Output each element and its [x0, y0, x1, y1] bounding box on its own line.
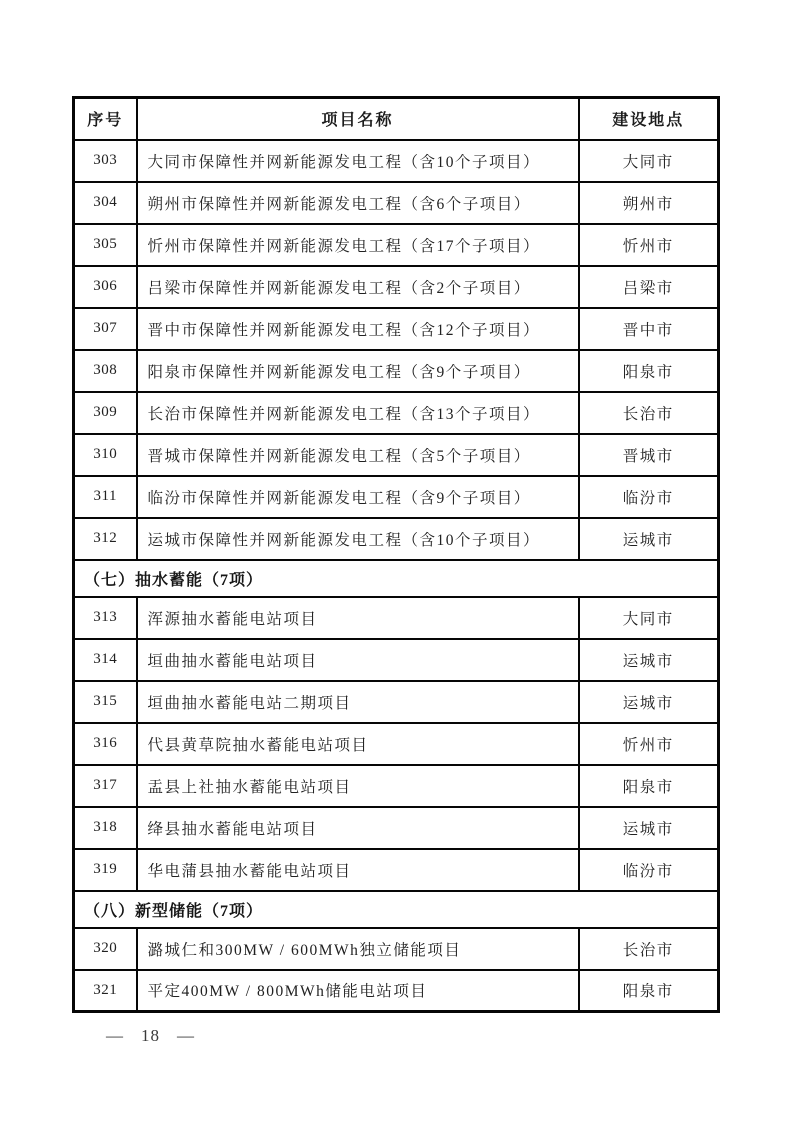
- project-name-cell: 晋中市保障性并网新能源发电工程（含12个子项目）: [137, 308, 579, 350]
- table-row: [74, 849, 719, 891]
- section-label: （七）抽水蓄能（7项）: [74, 560, 719, 597]
- project-name-cell: 朔州市保障性并网新能源发电工程（含6个子项目）: [137, 182, 579, 224]
- location-cell: 阳泉市: [579, 970, 719, 1012]
- serial-cell: 312: [74, 518, 137, 560]
- location-cell: 吕梁市: [579, 266, 719, 308]
- serial-cell: 308: [74, 350, 137, 392]
- location-cell: 长治市: [579, 928, 719, 970]
- serial-cell: 305: [74, 224, 137, 266]
- project-name-cell: 垣曲抽水蓄能电站二期项目: [137, 681, 579, 723]
- table-row: [74, 350, 719, 392]
- serial-cell: 321: [74, 970, 137, 1012]
- table-row: [74, 140, 719, 182]
- serial-cell: 306: [74, 266, 137, 308]
- location-cell: 阳泉市: [579, 765, 719, 807]
- table-row: [74, 392, 719, 434]
- location-cell: 忻州市: [579, 224, 719, 266]
- location-cell: 阳泉市: [579, 350, 719, 392]
- table-row: [74, 970, 719, 1012]
- table-row: [74, 639, 719, 681]
- table-row: [74, 182, 719, 224]
- location-cell: 运城市: [579, 518, 719, 560]
- project-name-cell: 盂县上社抽水蓄能电站项目: [137, 765, 579, 807]
- header-location: 建设地点: [579, 98, 719, 140]
- section-row: [74, 560, 719, 597]
- serial-cell: 316: [74, 723, 137, 765]
- project-name-cell: 潞城仁和300MW / 600MWh独立储能项目: [137, 928, 579, 970]
- project-name-cell: 代县黄草院抽水蓄能电站项目: [137, 723, 579, 765]
- location-cell: 朔州市: [579, 182, 719, 224]
- section-row: [74, 891, 719, 928]
- location-cell: 临汾市: [579, 476, 719, 518]
- location-cell: 运城市: [579, 807, 719, 849]
- table-row: [74, 308, 719, 350]
- serial-cell: 311: [74, 476, 137, 518]
- location-cell: 运城市: [579, 639, 719, 681]
- page-footer: [106, 1026, 195, 1046]
- table-header-row: [74, 98, 719, 140]
- serial-cell: 307: [74, 308, 137, 350]
- project-name-cell: 浑源抽水蓄能电站项目: [137, 597, 579, 639]
- project-name-cell: 平定400MW / 800MWh储能电站项目: [137, 970, 579, 1012]
- table-row: [74, 765, 719, 807]
- header-project-name: 项目名称: [137, 98, 579, 140]
- header-serial: 序号: [74, 98, 137, 140]
- location-cell: 忻州市: [579, 723, 719, 765]
- table-row: [74, 266, 719, 308]
- table-row: [74, 807, 719, 849]
- table-row: [74, 434, 719, 476]
- table-row: [74, 518, 719, 560]
- project-name-cell: 运城市保障性并网新能源发电工程（含10个子项目）: [137, 518, 579, 560]
- location-cell: 晋中市: [579, 308, 719, 350]
- serial-cell: 317: [74, 765, 137, 807]
- project-name-cell: 大同市保障性并网新能源发电工程（含10个子项目）: [137, 140, 579, 182]
- projects-table: [72, 96, 720, 1013]
- serial-cell: 313: [74, 597, 137, 639]
- location-cell: 临汾市: [579, 849, 719, 891]
- table-row: [74, 476, 719, 518]
- serial-cell: 320: [74, 928, 137, 970]
- serial-cell: 303: [74, 140, 137, 182]
- serial-cell: 318: [74, 807, 137, 849]
- table-row: [74, 681, 719, 723]
- project-name-cell: 垣曲抽水蓄能电站项目: [137, 639, 579, 681]
- location-cell: 长治市: [579, 392, 719, 434]
- location-cell: 大同市: [579, 140, 719, 182]
- project-name-cell: 吕梁市保障性并网新能源发电工程（含2个子项目）: [137, 266, 579, 308]
- table-row: [74, 723, 719, 765]
- location-cell: 大同市: [579, 597, 719, 639]
- footer-right-dash: —: [177, 1026, 195, 1045]
- serial-cell: 304: [74, 182, 137, 224]
- project-name-cell: 临汾市保障性并网新能源发电工程（含9个子项目）: [137, 476, 579, 518]
- section-label: （八）新型储能（7项）: [74, 891, 719, 928]
- project-name-cell: 晋城市保障性并网新能源发电工程（含5个子项目）: [137, 434, 579, 476]
- project-name-cell: 华电蒲县抽水蓄能电站项目: [137, 849, 579, 891]
- serial-cell: 309: [74, 392, 137, 434]
- project-name-cell: 忻州市保障性并网新能源发电工程（含17个子项目）: [137, 224, 579, 266]
- project-name-cell: 绛县抽水蓄能电站项目: [137, 807, 579, 849]
- location-cell: 晋城市: [579, 434, 719, 476]
- serial-cell: 319: [74, 849, 137, 891]
- serial-cell: 314: [74, 639, 137, 681]
- project-name-cell: 长治市保障性并网新能源发电工程（含13个子项目）: [137, 392, 579, 434]
- location-cell: 运城市: [579, 681, 719, 723]
- table-row: [74, 224, 719, 266]
- serial-cell: 310: [74, 434, 137, 476]
- table-row: [74, 928, 719, 970]
- footer-left-dash: —: [106, 1026, 124, 1045]
- serial-cell: 315: [74, 681, 137, 723]
- page-number: 18: [141, 1026, 160, 1045]
- table-row: [74, 597, 719, 639]
- project-name-cell: 阳泉市保障性并网新能源发电工程（含9个子项目）: [137, 350, 579, 392]
